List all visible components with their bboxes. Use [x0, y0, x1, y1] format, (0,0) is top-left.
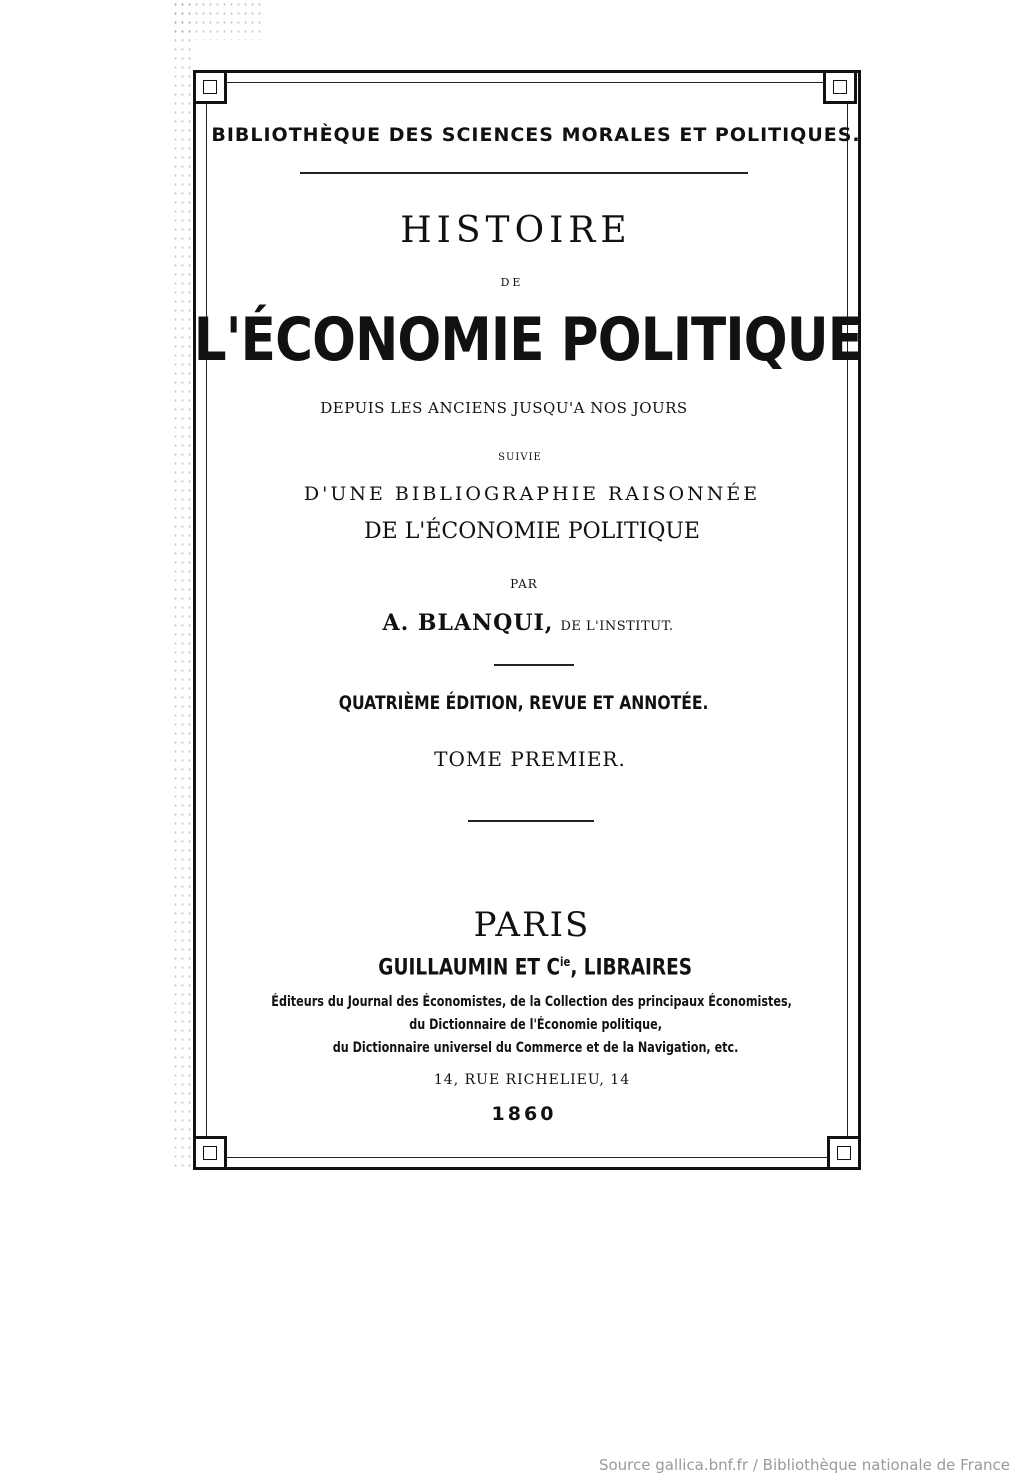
- editors-line: Éditeurs du Journal des Économistes, de la Collection des principaux Économistes,: [271, 994, 792, 1010]
- main-title: L'ÉCONOMIE POLITIQUE: [193, 305, 863, 375]
- frame-corner-ornament: [193, 70, 227, 104]
- author-line: [16, 610, 1024, 636]
- publisher-name: GUILLAUMIN ET $C^{ie}$, LIBRAIRES: [378, 955, 693, 981]
- imprint-city: PARIS: [473, 905, 591, 945]
- editors-line: du Dictionnaire de l'Économie politique,: [409, 1017, 662, 1033]
- divider-rule: [300, 172, 748, 174]
- source-attribution: Source gallica.bnf.fr / Bibliothèque nationale de France: [598, 1456, 1010, 1474]
- title-histoire: HISTOIRE: [400, 210, 632, 251]
- frame-corner-ornament: [827, 1136, 861, 1170]
- title-de: DE: [500, 276, 524, 289]
- divider-rule: [468, 820, 594, 822]
- frame-corner-ornament: [823, 70, 857, 104]
- subtitle: DEPUIS LES ANCIENS JUSQU'A NOS JOURS: [320, 399, 688, 417]
- edition-text: QUATRIÈME ÉDITION, REVUE ET ANNOTÉE.: [338, 692, 709, 714]
- publisher-address: 14, RUE RICHELIEU, 14: [433, 1072, 631, 1088]
- author-name: A. BLANQUI,: [382, 610, 554, 636]
- page-edge-speckle: [172, 0, 262, 40]
- frame-corner-ornament: [193, 1136, 227, 1170]
- divider-rule: [494, 664, 574, 666]
- bibliography-title: D'UNE BIBLIOGRAPHIE RAISONNÉE: [303, 483, 761, 505]
- editors-line: du Dictionnaire universel du Commerce et de la Navigation, etc.: [332, 1040, 739, 1056]
- publication-year: 1860: [491, 1103, 557, 1125]
- volume-text: TOME PREMIER.: [434, 747, 626, 771]
- par-text: PAR: [510, 577, 538, 591]
- suivie-text: SUIVIE: [498, 452, 542, 463]
- bibliography-subject: DE L'ÉCONOMIE POLITIQUE: [364, 519, 700, 544]
- author-affiliation: DE L'INSTITUT.: [560, 619, 674, 634]
- series-title: BIBLIOTHÈQUE DES SCIENCES MORALES ET POLITIQUES.: [211, 124, 861, 146]
